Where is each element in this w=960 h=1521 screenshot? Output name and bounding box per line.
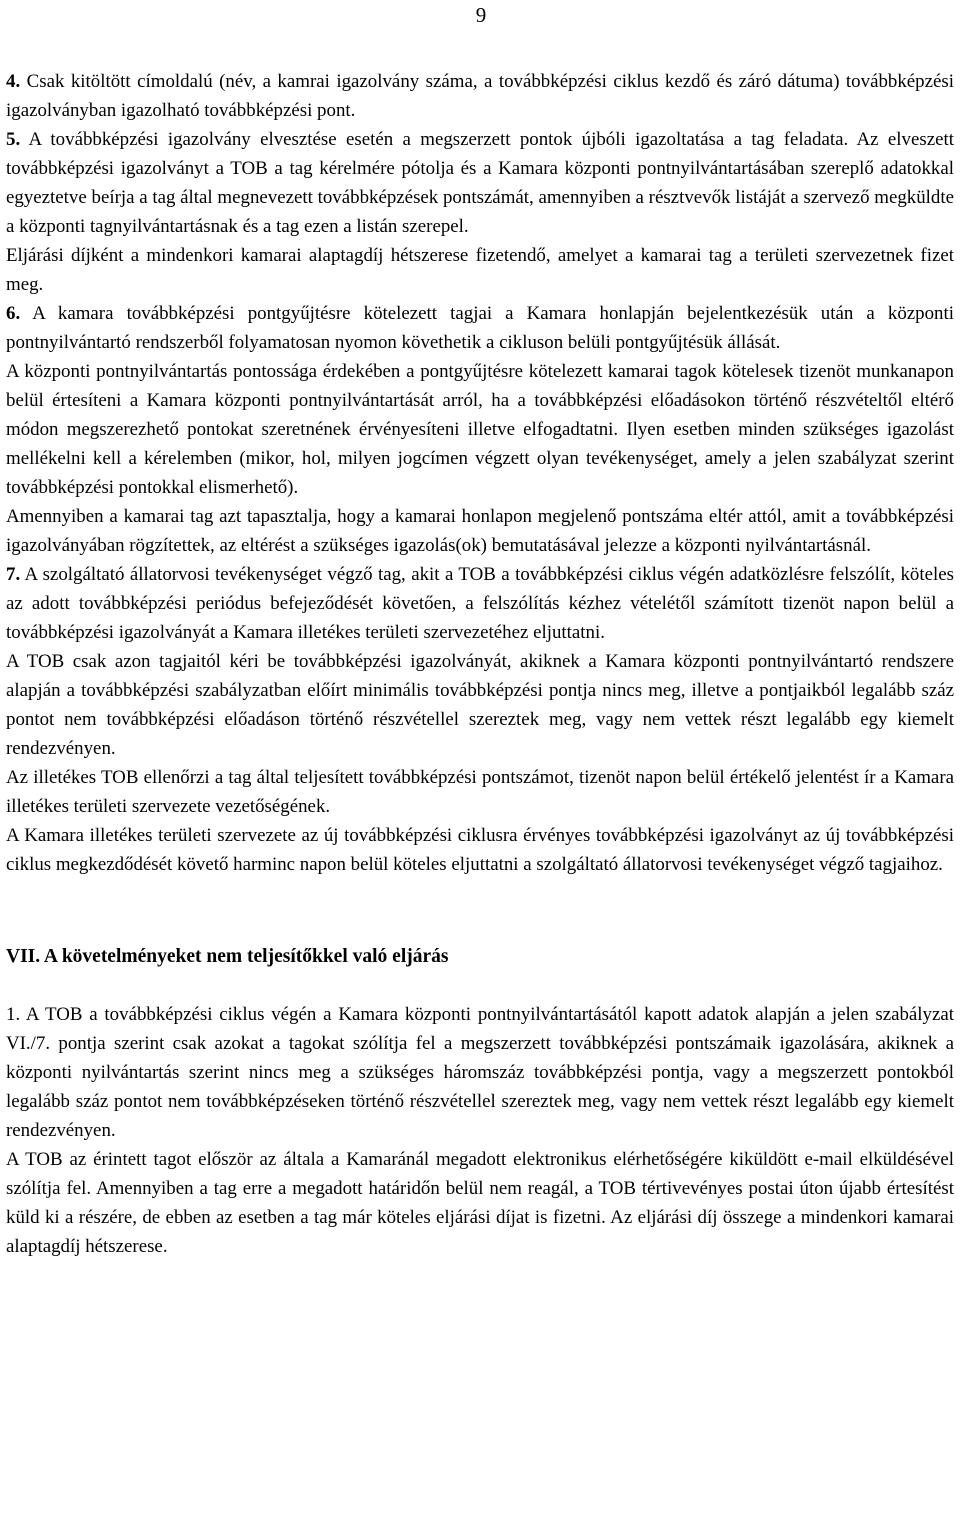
paragraph-item-6-discrepancy: Amennyiben a kamarai tag azt tapasztalja, hogy a kamarai honlapon megjelenő pontszáma eltér attól, amit a továbbképzési igazolványában rögzítettek, az eltérést a szükséges igazolás(ok) bemutatásával jelezze a központi nyilvántartásnál. bbox=[6, 506, 954, 556]
paragraph-section-1-notice: A TOB az érintett tagot először az általa a Kamaránál megadott elektronikus elérhetőségére kiküldött e-mail elküldésével szólítja fel. Amennyiben a tag erre a megadott határidőn belül nem reagál, a TOB tértivevényes postai úton újabb értesítést küld ki a részére, de ebben az esetben a tag már köteles eljárási díjat is fizetni. Az eljárási díj összege a mindenkori kamarai alaptagdíj hétszerese. bbox=[6, 1149, 954, 1257]
section-heading: VII. A követelményeket nem teljesítőkkel való eljárás bbox=[6, 946, 449, 967]
paragraph-text: A szolgáltató állatorvosi tevékenységet végző tag, akit a TOB a továbbképzési ciklus végén adatközlésre felszólít, köteles az adott továbbképzési periódus befejeződését követően, a felszólítás kézhez vételétől számított tizenöt napon belül a továbbképzési igazolványát a Kamara illetékes területi szervezetéhez eljuttatni. bbox=[6, 564, 954, 643]
paragraph-item-5 bbox=[6, 125, 954, 241]
paragraph-text: A TOB a továbbképzési ciklus végén a Kamara központi pontnyilvántartásától kapott adatok alapján a jelen szabályzat VI./7. pontja szerint csak azokat a tagokat szólítja fel a megszerzett továbbképzési pontszámaik igazolására, akiknek a központi nyilvántartás szerint nincs meg a szükséges háromszáz továbbképzési pontja, vagy a megszerzett pontokból legalább száz pontot nem továbbképzéseken történő részvétellel szereztek meg, vagy nem vettek részt legalább egy kiemelt rendezvényen. bbox=[6, 1004, 954, 1141]
paragraph-item-4 bbox=[6, 67, 954, 125]
page-number: 9 bbox=[475, 3, 487, 27]
item-number: 1. bbox=[6, 1004, 21, 1025]
paragraph-item-6 bbox=[6, 299, 954, 357]
paragraph-item-7-evaluation: Az illetékes TOB ellenőrzi a tag által teljesített továbbképzési pontszámot, tizenöt napon belül értékelő jelentést ír a Kamara illetékes területi szervezete vezetőségének. bbox=[6, 767, 954, 817]
item-number: 7. bbox=[6, 564, 21, 585]
item-number: 6. bbox=[6, 303, 21, 324]
paragraph-item-7 bbox=[6, 560, 954, 647]
paragraph-section-1 bbox=[6, 1000, 954, 1145]
paragraph-text: A továbbképzési igazolvány elvesztése esetén a megszerzett pontok újbóli igazoltatása a tag feladata. Az elveszett továbbképzési igazolványt a TOB a tag kérelmére pótolja és a Kamara központi pontnyilvántartásában szereplő adatokkal egyeztetve beírja a tag által megnevezett továbbképzések pontszámát, amennyiben a résztvevők listáját a szervező megküldte a központi tagnyilvántartásnak és a tag ezen a listán szerepel. bbox=[6, 129, 954, 237]
paragraph-text: A kamara továbbképzési pontgyűjtésre kötelezett tagjai a Kamara honlapján bejelentkezésük után a központi pontnyilvántartó rendszerből folyamatosan nyomon követhetik a cikluson belüli pontgyűjtésük állását. bbox=[6, 303, 954, 353]
item-number: 5. bbox=[6, 129, 21, 150]
paragraph-item-7-new-card: A Kamara illetékes területi szervezete az új továbbképzési ciklusra érvényes továbbképzési igazolványt az új továbbképzési ciklus megkezdődését követő harminc napon belül köteles eljuttatni a szolgáltató állatorvosi tevékenységet végző tagjaihoz. bbox=[6, 825, 954, 875]
document-body bbox=[6, 67, 954, 1261]
paragraph-item-6-notification: A központi pontnyilvántartás pontossága érdekében a pontgyűjtésre kötelezett kamarai tagok kötelesek tizenöt munkanapon belül értesíteni a Kamara központi pontnyilvántartását arról, ha a továbbképzési előadásokon történő részvételtől eltérő módon megszerezhető pontokat szeretnének érvényesíteni illetve elfogadtatni. Ilyen esetben minden szükséges igazolást mellékelni kell a kérelemben (mikor, hol, milyen jogcímen végzett olyan tevékenységet, amely a jelen szabályzat szerint továbbképzési pontokkal elismerhető). bbox=[6, 361, 954, 498]
item-number: 4. bbox=[6, 71, 21, 92]
paragraph-item-7-request: A TOB csak azon tagjaitól kéri be továbbképzési igazolványát, akiknek a Kamara központi pontnyilvántartó rendszere alapján a továbbképzési szabályzatban előírt minimális továbbképzési pontja nincs meg, illetve a pontjaikból legalább száz pontot nem továbbképzési előadáson történő részvétellel szereztek meg, vagy nem vettek részt legalább egy kiemelt rendezvényen. bbox=[6, 651, 954, 759]
paragraph-item-5-fee: Eljárási díjként a mindenkori kamarai alaptagdíj hétszerese fizetendő, amelyet a kamarai tag a területi szervezetnek fizet meg. bbox=[6, 245, 954, 295]
paragraph-text: Csak kitöltött címoldalú (név, a kamrai igazolvány száma, a továbbképzési ciklus kezdő és záró dátuma) továbbképzési igazolványban igazolható továbbképzési pont. bbox=[6, 71, 954, 121]
